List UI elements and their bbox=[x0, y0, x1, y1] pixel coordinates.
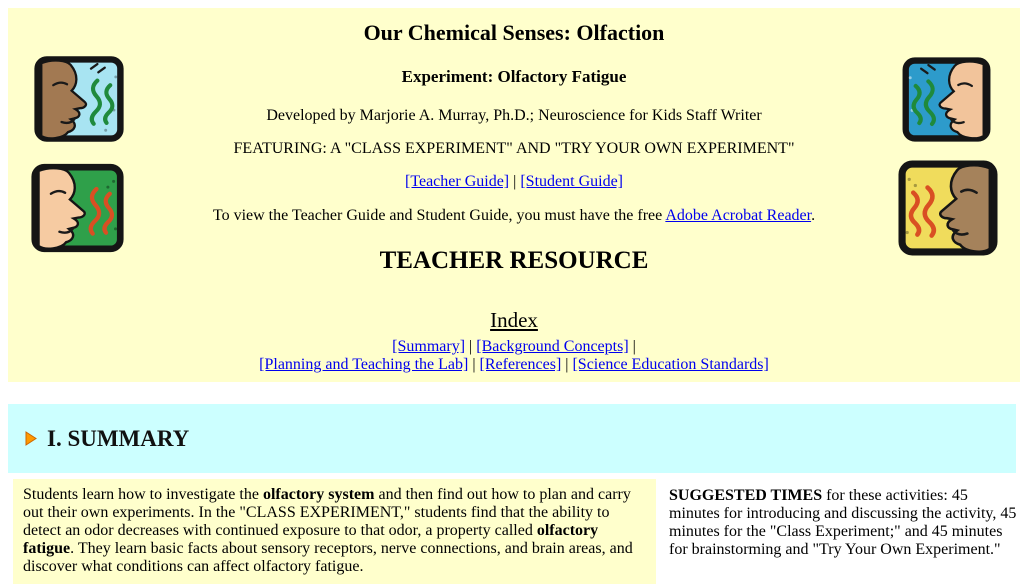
suggested-times-block bbox=[669, 479, 1019, 559]
suggested-times-paragraph bbox=[669, 487, 1019, 559]
acrobat-note-text: To view the Teacher Guide and Student Guide, you must have the free bbox=[212, 207, 666, 224]
teacher-guide-link[interactable]: [Teacher Guide] bbox=[404, 173, 510, 190]
index-link-references[interactable]: [References] bbox=[479, 356, 562, 373]
index-link-background-concepts[interactable]: [Background Concepts] bbox=[476, 338, 629, 355]
teacher-resource-heading: TEACHER RESOURCE bbox=[379, 247, 649, 274]
index-link-summary[interactable]: [Summary] bbox=[392, 338, 466, 355]
link-separator: | bbox=[472, 356, 476, 373]
byline: Developed by Marjorie A. Murray, Ph.D.; Neuroscience for Kids Staff Writer bbox=[266, 107, 762, 124]
orange-arrow-bullet-icon bbox=[25, 431, 37, 446]
link-separator: | bbox=[565, 356, 569, 373]
link-separator: | bbox=[469, 338, 473, 355]
sniffing-face-image-bottom-left bbox=[30, 159, 125, 257]
header-panel bbox=[8, 8, 1020, 382]
acrobat-note bbox=[8, 207, 1020, 225]
sniffing-face-image-bottom-right bbox=[894, 159, 1002, 257]
summary-section-band bbox=[8, 404, 1016, 473]
page-title: Our Chemical Senses: Olfaction bbox=[363, 20, 665, 45]
index-link-planning-and-teaching[interactable]: [Planning and Teaching the Lab] bbox=[259, 356, 469, 373]
summary-paragraph-block bbox=[13, 479, 656, 584]
summary-section-heading: I. SUMMARY bbox=[47, 425, 190, 451]
suggested-times-label: SUGGESTED TIMES bbox=[669, 487, 823, 504]
acrobat-note-period: . bbox=[811, 207, 816, 224]
guide-links-row bbox=[8, 173, 1020, 191]
index-links-line-2 bbox=[8, 356, 1020, 374]
summary-text: Students learn how to investigate the bbox=[23, 486, 263, 503]
adobe-acrobat-reader-link[interactable]: Adobe Acrobat Reader bbox=[665, 207, 812, 224]
experiment-subtitle: Experiment: Olfactory Fatigue bbox=[401, 67, 627, 86]
summary-bold-olfactory-fatigue: olfactory fatigue bbox=[23, 522, 599, 557]
link-separator: | bbox=[632, 338, 636, 355]
sniffing-face-image-top-left bbox=[33, 54, 125, 144]
link-separator: | bbox=[513, 173, 517, 190]
student-guide-link[interactable]: [Student Guide] bbox=[520, 173, 623, 190]
sniffing-face-image-top-right bbox=[897, 56, 996, 143]
index-links-line-1 bbox=[8, 338, 1020, 356]
summary-bold-olfactory-system: olfactory system bbox=[262, 486, 375, 503]
summary-text: and then find out how to plan and carry out their own experiments. In the "CLASS EXPERIMENT," students find that the ability to detect an odor decreases with continued exposure to that odor, a property called bbox=[23, 486, 631, 539]
summary-text: . They learn basic facts about sensory receptors, nerve connections, and brain areas, and discover what conditions can affect olfactory fatigue. bbox=[23, 540, 633, 575]
index-heading: Index bbox=[490, 308, 538, 332]
featuring-line: FEATURING: A "CLASS EXPERIMENT" AND "TRY YOUR OWN EXPERIMENT" bbox=[233, 140, 795, 157]
header-text-column bbox=[8, 8, 1020, 374]
index-link-science-education-standards[interactable]: [Science Education Standards] bbox=[572, 356, 769, 373]
summary-paragraph bbox=[23, 486, 646, 576]
suggested-times-text: for these activities: 45 minutes for introducing and discussing the activity, 45 minutes for the "Class Experiment;" and 45 minutes for brainstorming and "Try Your Own Experiment." bbox=[669, 487, 1017, 558]
